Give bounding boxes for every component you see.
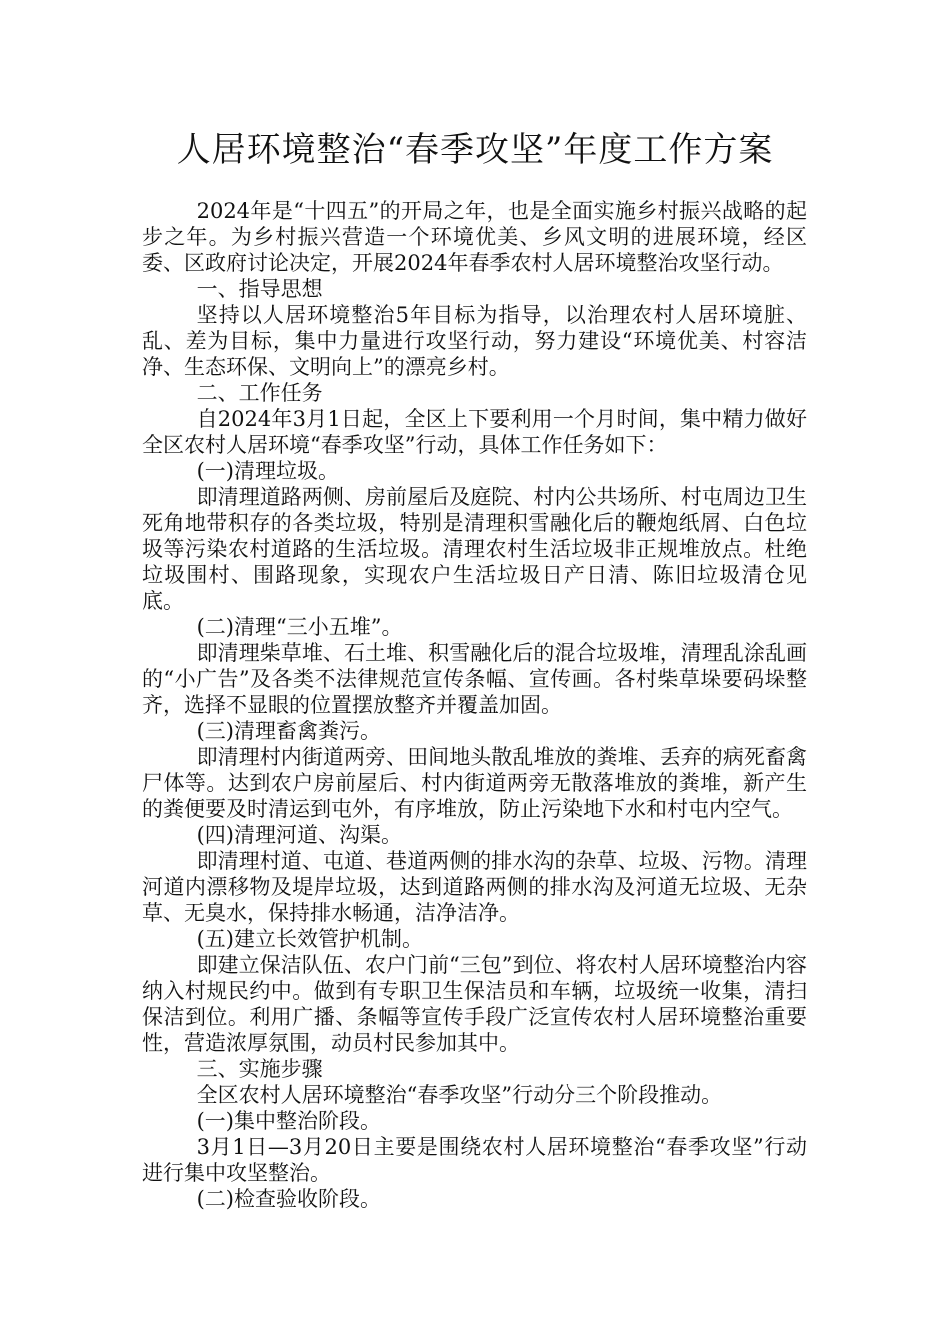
subheading-rivers-ditches: (四)清理河道、沟渠。 xyxy=(196,823,402,847)
paragraph-concentrated-rectification: 3月1日—3月20日主要是围绕农村人居环境整治“春季攻坚”行动进行集中攻坚整治。 xyxy=(142,1135,807,1185)
subheading-clean-garbage: (一)清理垃圾。 xyxy=(196,459,339,483)
section-heading-guiding-ideology: 一、指导思想 xyxy=(196,277,323,301)
paragraph-long-term-mechanism: 即建立保洁队伍、农户门前“三包”到位、将农村人居环境整治内容纳入村规民约中。做到有专职卫生保洁员和车辆，垃圾统一收集，清扫保洁到位。利用广播、条幅等宣传手段广泛宣传农村人居环境整治重要性，营造浓厚氛围，动员村民参加其中。 xyxy=(142,953,807,1055)
paragraph-guiding-ideology: 坚持以人居环境整治5年目标为指导，以治理农村人居环境脏、乱、差为目标，集中力量进行攻坚行动，努力建设“环境优美、村容洁净、生态环保、文明向上”的漂亮乡村。 xyxy=(142,303,807,379)
document-title: 人居环境整治“春季攻坚”年度工作方案 xyxy=(176,130,774,170)
section-heading-implementation-steps: 三、实施步骤 xyxy=(196,1057,323,1081)
document-body xyxy=(142,198,807,1212)
paragraph-work-tasks: 自2024年3月1日起，全区上下要利用一个月时间，集中精力做好全区农村人居环境“春季攻坚”行动，具体工作任务如下： xyxy=(142,407,807,457)
subheading-three-small-five-piles: (二)清理“三小五堆”。 xyxy=(196,615,403,639)
paragraph-three-small-five-piles: 即清理柴草堆、石土堆、积雪融化后的混合垃圾堆，清理乱涂乱画的“小广告”及各类不法律规范宣传条幅、宣传画。各村柴草垛要码垛整齐，选择不显眼的位置摆放整齐并覆盖加固。 xyxy=(142,641,807,717)
intro-paragraph: 2024年是“十四五”的开局之年，也是全面实施乡村振兴战略的起步之年。为乡村振兴营造一个环境优美、乡风文明的进展环境，经区委、区政府讨论决定，开展2024年春季农村人居环境整治攻坚行动。 xyxy=(142,199,807,275)
paragraph-clean-garbage: 即清理道路两侧、房前屋后及庭院、村内公共场所、村屯周边卫生死角地带积存的各类垃圾，特别是清理积雪融化后的鞭炮纸屑、白色垃圾等污染农村道路的生活垃圾。清理农村生活垃圾非正规堆放点。杜绝垃圾围村、围路现象，实现农户生活垃圾日产日清、陈旧垃圾清仓见底。 xyxy=(142,485,807,613)
paragraph-livestock-manure: 即清理村内街道两旁、田间地头散乱堆放的粪堆、丢弃的病死畜禽尸体等。达到农户房前屋后、村内街道两旁无散落堆放的粪堆，新产生的粪便要及时清运到屯外，有序堆放，防止污染地下水和村屯内空气。 xyxy=(142,745,807,821)
section-heading-work-tasks: 二、工作任务 xyxy=(196,381,323,405)
subheading-inspection-acceptance: (二)检查验收阶段。 xyxy=(196,1187,381,1211)
subheading-livestock-manure: (三)清理畜禽粪污。 xyxy=(196,719,381,743)
subheading-long-term-mechanism: (五)建立长效管护机制。 xyxy=(196,927,423,951)
paragraph-rivers-ditches: 即清理村道、屯道、巷道两侧的排水沟的杂草、垃圾、污物。清理河道内漂移物及堤岸垃圾，达到道路两侧的排水沟及河道无垃圾、无杂草、无臭水，保持排水畅通，洁净洁净。 xyxy=(142,849,807,925)
paragraph-implementation-steps: 全区农村人居环境整治“春季攻坚”行动分三个阶段推动。 xyxy=(196,1083,723,1107)
subheading-concentrated-rectification: (一)集中整治阶段。 xyxy=(196,1109,381,1133)
